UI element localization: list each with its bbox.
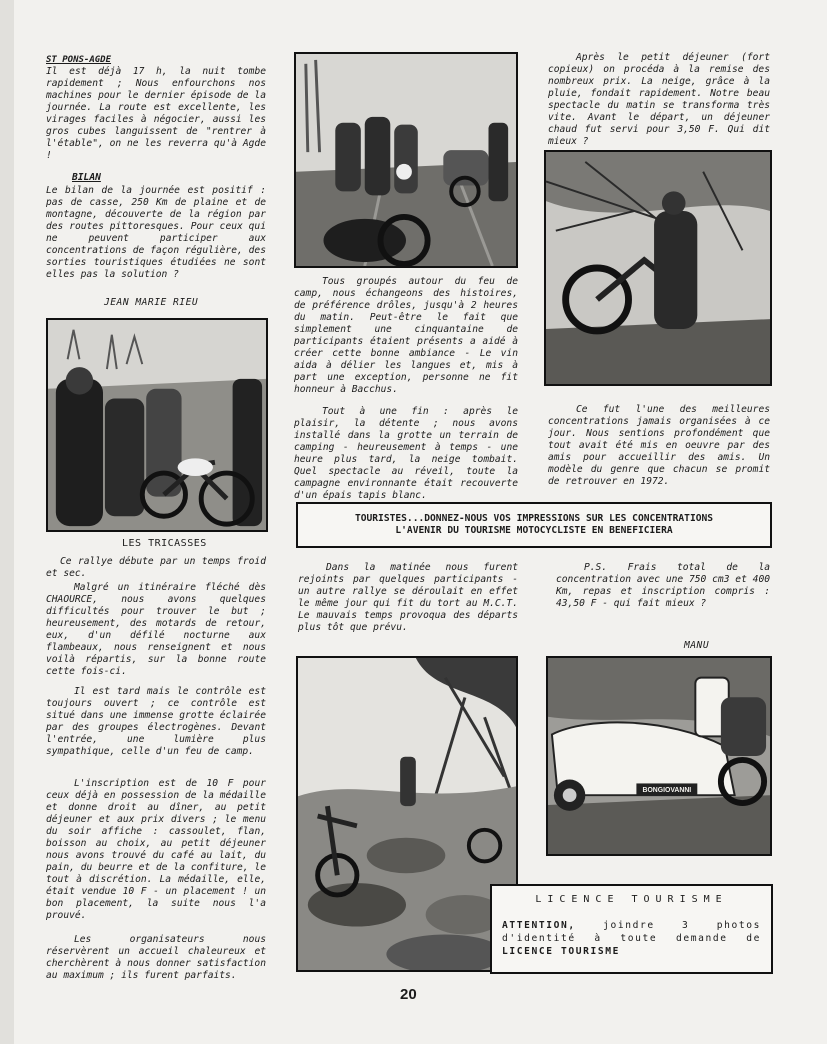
licence-body: joindre 3 photos d'identité à toute demande de <box>502 920 761 944</box>
licence-attention: ATTENTION, <box>502 920 576 931</box>
photo-trial-bikes-rocks <box>296 656 518 972</box>
photo-sidecar-on-road <box>294 52 518 268</box>
signature-manu: MANU <box>684 640 710 651</box>
banner-line-2: L'AVENIR DU TOURISME MOTOCYCLISTE EN BENEFICIERA <box>395 525 673 536</box>
section-heading-bilan: BILAN <box>72 172 101 183</box>
licence-notice <box>502 919 761 958</box>
paragraph-rallye-start: Ce rallye débute par un temps froid et sec. <box>46 556 266 579</box>
paragraph-morning: Dans la matinée nous furent rejoints par quelques participants - un autre rallye se déroulait en effet le même jour qui fit du tort au M.C.T. Le mauvais temps provoqua des départs plus tôt que prévu. <box>298 562 518 633</box>
banner-line-1: TOURISTES...DONNEZ-NOUS VOS IMPRESSIONS SUR LES CONCENTRATIONS <box>354 513 714 524</box>
photo-riders-in-crowd <box>46 318 268 532</box>
photo-trial-rider-branches <box>544 150 772 386</box>
licence-emphasis: LICENCE TOURISME <box>502 946 621 957</box>
photo-caption-les-tricasses: LES TRICASSES <box>122 538 207 549</box>
paragraph-itinerary: Malgré un itinéraire fléché dès CHAOURCE, nous avons quelques difficultés pour trouver le but ; heureusement, des motards de retour, eux, d'un défilé nocturne aux flambeaux, nous renseignent et nous voilà répartis, sur la bonne route cette fois-ci. <box>46 582 266 677</box>
paragraph-postscript: P.S. Frais total de la concentration avec une 750 cm3 et 400 Km, repas et inscription compris : 43,50 F - qui fait mieux ? <box>556 562 770 609</box>
page-number: 20 <box>400 986 417 1003</box>
paragraph-bilan: Le bilan de la journée est positif : pas de casse, 250 Km de plaine et de montagne, découverte de la région par des routes pittoresques. Pour ceux qui ne peuvent participer aux concentrations de façon régulière, des sorties touristiques étudiées ne sont elles pas la solution ? <box>46 185 266 280</box>
photo-white-sidecar <box>546 656 772 856</box>
section-heading-st-pons: ST PONS-AGDE <box>46 55 112 65</box>
signature-author: JEAN MARIE RIEU <box>104 297 199 308</box>
sidecar-plate-text: BONGIOVANNI <box>642 787 692 795</box>
paragraph-inscription: L'inscription est de 10 F pour ceux déjà en possession de la médaille et donne droit au dîner, au petit déjeuner et aux prix divers ; le menu du soir affiche : cassoulet, flan, boisson au choix, au petit déjeuner nous avons trouvé du café au lait, du pain, du beurre et de la confiture, le tout à discrétion. La médaille, elle, était vendue 10 F - un placement ! un bon placement, la suite nous l'a prouvé. <box>46 778 266 921</box>
paragraph-prizes: Après le petit déjeuner (fort copieux) on procéda à la remise des nombreux prix. La neige, grâce à la pluie, fondait rapidement. Notre beau spectacle du matin se transforma très vite. Avant le départ, un déjeuner chaud fut servi pour 3,50 F. Qui dit mieux ? <box>548 52 770 147</box>
touristes-banner <box>296 502 772 548</box>
paragraph-campfire: Tous groupés autour du feu de camp, nous échangeons des histoires, de préférence drôles, jusqu'à 2 heures du matin. Peut-être le fait que simplement une cinquantaine de participants étaient présents a aidé à créer cette bonne ambiance - Le vin aida à délier les langues et, mis à part une exception, personne ne fit honneur à Bacchus. <box>294 276 518 395</box>
paragraph-camping-snow: Tout à une fin : après le plaisir, la détente ; nous avons installé dans la grotte un terrain de camping - heureusement à temps - une heure plus tard, la neige tombait. Quel spectacle au réveil, toute la campagne environnante était recouverte d'un épais tapis blanc. <box>294 406 518 501</box>
paragraph-control: Il est tard mais le contrôle est toujours ouvert ; ce contrôle est situé dans une immense grotte éclairée par des groupes électrogènes. Devant l'entrée, une lumière plus sympathique, celle d'un feu de camp. <box>46 686 266 757</box>
licence-tourisme-box <box>490 884 773 974</box>
licence-title: LICENCE TOURISME <box>535 894 728 905</box>
page-edge <box>0 0 14 1044</box>
paragraph-organisers: Les organisateurs nous réservèrent un accueil chaleureux et cherchèrent à nous donner satisfaction au maximum ; ils furent parfaits. <box>46 934 266 981</box>
paragraph-intro: Il est déjà 17 h, la nuit tombe rapidement ; Nous enfourchons nos machines pour le dernier épisode de la journée. La route est excellente, les virages faciles à négocier, aussi les gros cubes languissent de "rentrer à l'étable", on ne les reverra qu'à Agde ! <box>46 66 266 161</box>
paragraph-conclusion: Ce fut l'une des meilleures concentrations jamais organisées à ce jour. Nous sentions profondément que tout avait été mis en oeuvre par des amis pour accueillir des amis. Un modèle du genre que chacun se promit de retrouver en 1972. <box>548 404 770 487</box>
